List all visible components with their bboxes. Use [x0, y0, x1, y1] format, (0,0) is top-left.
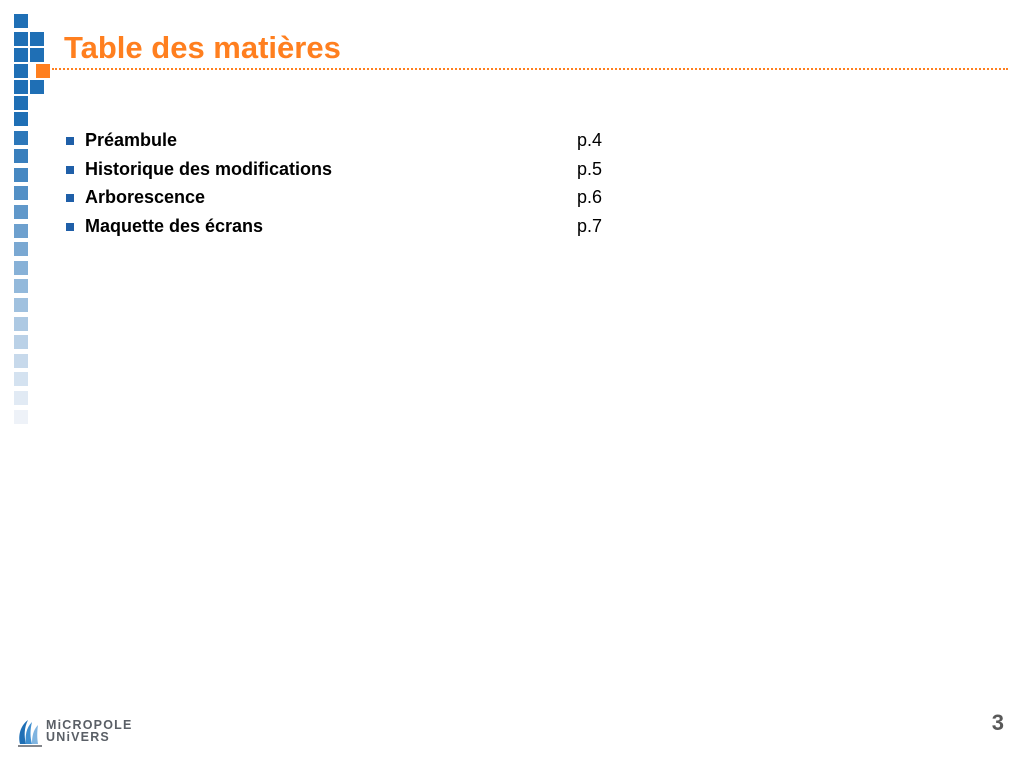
toc-item-title: Maquette des écrans [85, 215, 264, 236]
decorative-square [30, 48, 44, 62]
logo-text-line1: MiCROPOLE [46, 718, 133, 732]
logo-text-line2: UNiVERS [46, 730, 110, 744]
decorative-square [14, 317, 28, 331]
decorative-square [14, 410, 28, 424]
toc-item[interactable] [66, 128, 626, 157]
toc-item-page: p.6 [577, 187, 603, 207]
decorative-square [30, 32, 44, 46]
square-bullet-icon [66, 194, 74, 202]
page-title: Table des matières [64, 30, 341, 65]
toc-item[interactable] [66, 185, 626, 214]
decorative-square [14, 149, 28, 163]
decorative-square [14, 32, 28, 46]
decorative-square [14, 64, 28, 78]
toc-item-title: Historique des modifications [85, 158, 333, 179]
decorative-square [14, 14, 28, 28]
decorative-square [14, 168, 28, 182]
micropole-univers-logo [16, 714, 142, 750]
page-number: 3 [991, 710, 1004, 735]
decorative-square [14, 96, 28, 110]
square-bullet-icon [66, 223, 74, 231]
decorative-square [14, 279, 28, 293]
toc-item-title: Préambule [85, 130, 178, 150]
decorative-square [14, 224, 28, 238]
logo-wordmark [46, 719, 133, 743]
logo-mark-icon [16, 714, 44, 750]
decorative-square [14, 242, 28, 256]
decorative-square [36, 64, 50, 78]
decorative-square [14, 48, 28, 62]
toc-item-page: p.4 [577, 130, 603, 150]
decorative-square [14, 261, 28, 275]
square-bullet-icon [66, 166, 74, 174]
toc-item-page: p.5 [577, 158, 603, 179]
decorative-square [14, 186, 28, 200]
decorative-square [14, 112, 28, 126]
decorative-square [14, 205, 28, 219]
square-bullet-icon [66, 137, 74, 145]
toc-item[interactable] [66, 157, 626, 186]
decorative-square [14, 391, 28, 405]
title-divider [52, 68, 1008, 70]
decorative-square [14, 372, 28, 386]
decorative-square [14, 298, 28, 312]
decorative-square [30, 80, 44, 94]
toc-item-title: Arborescence [85, 187, 206, 207]
decorative-square [14, 80, 28, 94]
decorative-square [14, 131, 28, 145]
table-of-contents [66, 128, 626, 242]
toc-item-page: p.7 [577, 215, 603, 236]
decorative-square [14, 354, 28, 368]
decorative-square [14, 335, 28, 349]
toc-item[interactable] [66, 214, 626, 243]
